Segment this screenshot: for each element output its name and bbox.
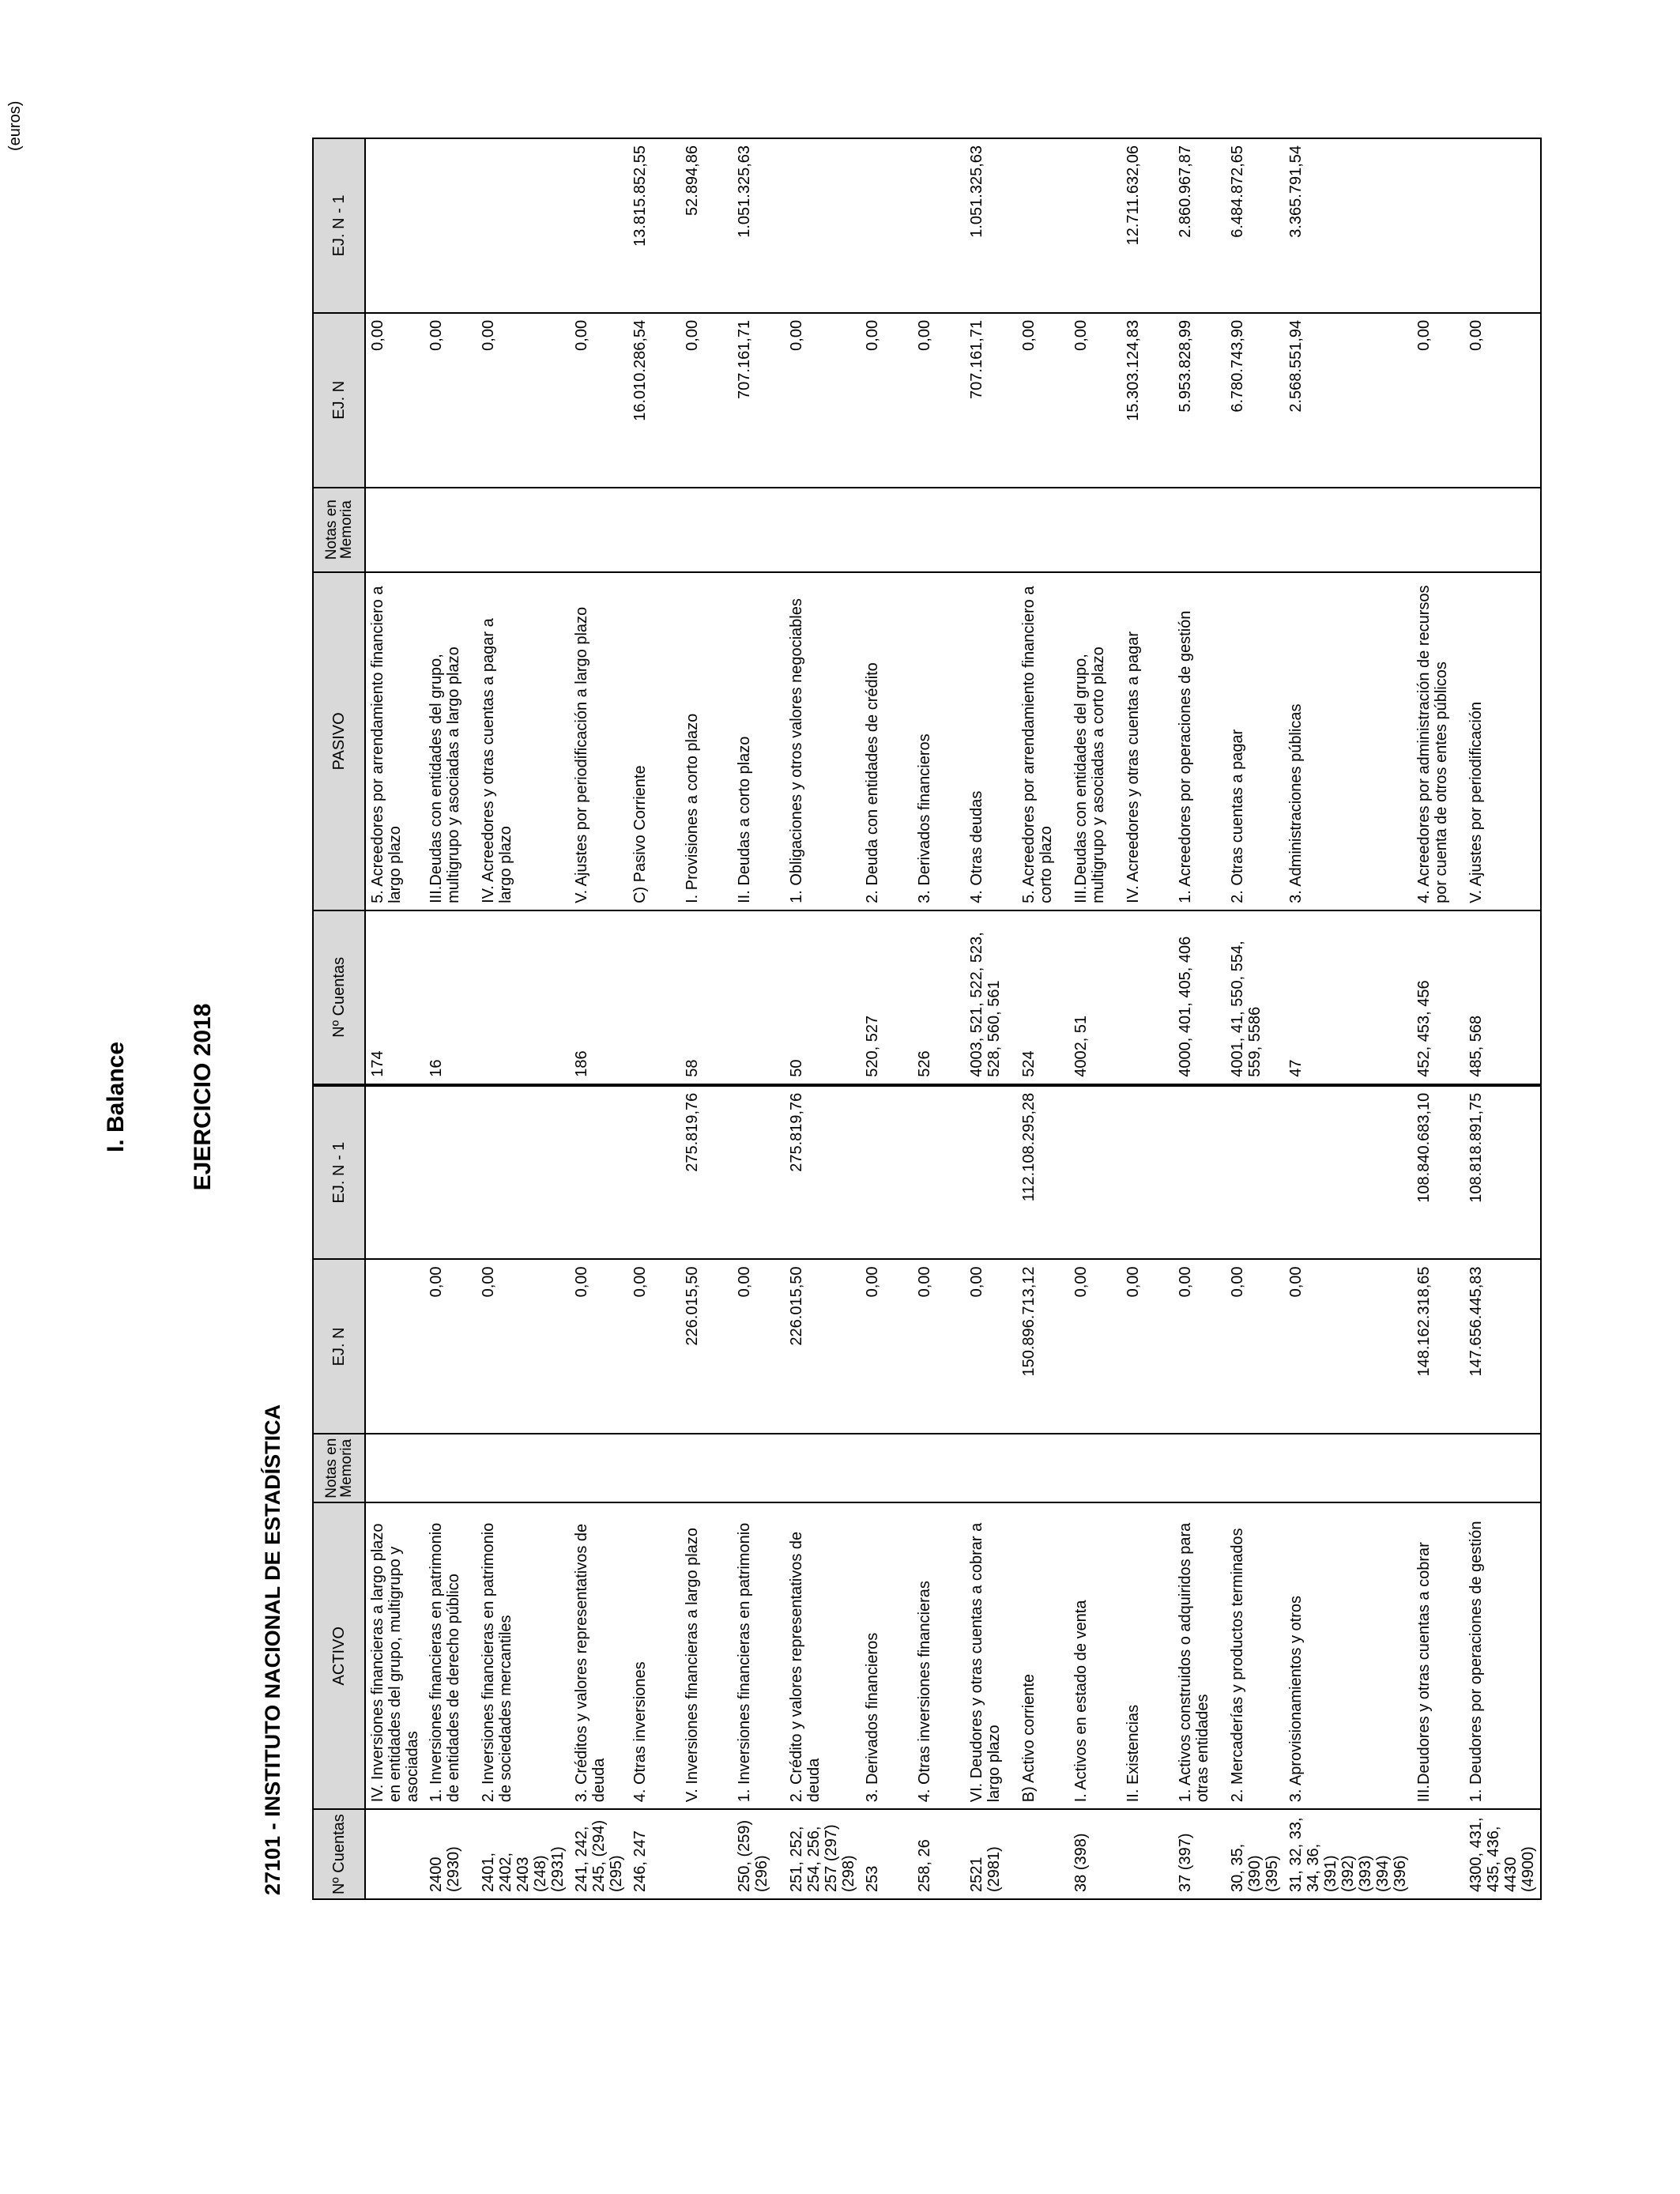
asset-accounts: 2400 (2930) <box>424 1809 477 1899</box>
header-notes: Notas en Memoria <box>313 1434 365 1502</box>
liability-label: 2. Deuda con entidades de crédito <box>861 572 913 910</box>
asset-year-n: 147.656.445,83 <box>1464 1259 1541 1434</box>
liability-notes <box>1173 488 1226 572</box>
asset-year-n: 148.162.318,65 <box>1412 1259 1464 1434</box>
asset-notes <box>1017 1434 1069 1502</box>
liability-year-n: 0,00 <box>861 313 913 488</box>
liability-label: 1. Acreedores por operaciones de gestión <box>1173 572 1226 910</box>
asset-label: 3. Créditos y valores representativos de deuda <box>570 1502 628 1809</box>
asset-label: 1. Deudores por operaciones de gestión <box>1464 1502 1541 1809</box>
asset-year-n: 0,00 <box>965 1259 1017 1434</box>
table-row <box>680 138 733 1899</box>
asset-accounts: 30, 35, (390) (395) <box>1226 1809 1284 1899</box>
table-row <box>424 138 477 1899</box>
liability-year-n1 <box>365 138 424 313</box>
liability-notes <box>424 488 477 572</box>
header-year-n1-liability: EJ. N - 1 <box>313 138 365 313</box>
asset-year-n: 226.015,50 <box>680 1259 733 1434</box>
liability-accounts: 186 <box>570 910 628 1085</box>
header-year-n: EJ. N <box>313 1259 365 1434</box>
asset-accounts: 4300, 431, 435, 436, 4430 (4900) <box>1464 1809 1541 1899</box>
asset-year-n1 <box>570 1085 628 1260</box>
asset-accounts: 251, 252, 254, 256, 257 (297) (298) <box>785 1809 861 1899</box>
table-row <box>1464 138 1541 1899</box>
liability-year-n: 707.161,71 <box>965 313 1017 488</box>
asset-label: IV. Inversiones financieras a largo plazo en entidades del grupo, multigrupo y asociadas <box>365 1502 424 1809</box>
asset-notes <box>424 1434 477 1502</box>
asset-accounts: 2521 (2981) <box>965 1809 1017 1899</box>
liability-accounts <box>733 910 785 1085</box>
header-year-n1: EJ. N - 1 <box>313 1085 365 1260</box>
liability-notes <box>733 488 785 572</box>
liability-accounts: 520, 527 <box>861 910 913 1085</box>
liability-label: IV. Acreedores y otras cuentas a pagar <box>1121 572 1173 910</box>
asset-accounts: 258, 26 <box>913 1809 965 1899</box>
table-row <box>913 138 965 1899</box>
asset-notes <box>913 1434 965 1502</box>
asset-year-n: 0,00 <box>424 1259 477 1434</box>
asset-notes <box>365 1434 424 1502</box>
liability-year-n1 <box>424 138 477 313</box>
liability-year-n: 0,00 <box>913 313 965 488</box>
asset-year-n1 <box>365 1085 424 1260</box>
asset-year-n1 <box>628 1085 680 1260</box>
liability-year-n: 2.568.551,94 <box>1284 313 1412 488</box>
asset-year-n <box>365 1259 424 1434</box>
asset-notes <box>1284 1434 1412 1502</box>
liability-year-n1 <box>1464 138 1541 313</box>
organization-title: 27101 - INSTITUTO NACIONAL DE ESTADÍSTICA <box>261 1404 284 1895</box>
asset-label: 1. Inversiones financieras en patrimonio <box>733 1502 785 1809</box>
currency-label: (euros) <box>6 100 24 151</box>
asset-accounts <box>1121 1809 1173 1899</box>
asset-notes <box>785 1434 861 1502</box>
liability-accounts: 524 <box>1017 910 1069 1085</box>
asset-accounts <box>1017 1809 1069 1899</box>
asset-year-n1 <box>1069 1085 1121 1260</box>
liability-year-n: 0,00 <box>1017 313 1069 488</box>
asset-year-n: 0,00 <box>1284 1259 1412 1434</box>
liability-year-n1: 52.894,86 <box>680 138 733 313</box>
table-row <box>1069 138 1121 1899</box>
header-asset: ACTIVO <box>313 1502 365 1809</box>
header-liability: PASIVO <box>313 572 365 910</box>
liability-year-n1 <box>913 138 965 313</box>
liability-notes <box>861 488 913 572</box>
asset-year-n: 0,00 <box>1069 1259 1121 1434</box>
liability-accounts: 526 <box>913 910 965 1085</box>
liability-accounts: 4000, 401, 405, 406 <box>1173 910 1226 1085</box>
asset-label: 2. Crédito y valores representativos de deuda <box>785 1502 861 1809</box>
table-row <box>1173 138 1226 1899</box>
asset-accounts: 38 (398) <box>1069 1809 1121 1899</box>
liability-label: 5. Acreedores por arrendamiento financiero a largo plazo <box>365 572 424 910</box>
table-row <box>1121 138 1173 1899</box>
asset-notes <box>680 1434 733 1502</box>
asset-notes <box>1069 1434 1121 1502</box>
table-row <box>1412 138 1464 1899</box>
table-row <box>570 138 628 1899</box>
liability-accounts <box>477 910 570 1085</box>
asset-label: B) Activo corriente <box>1017 1502 1069 1809</box>
liability-year-n: 0,00 <box>1412 313 1464 488</box>
liability-notes <box>785 488 861 572</box>
liability-year-n: 0,00 <box>365 313 424 488</box>
balance-table <box>312 138 1542 1900</box>
liability-year-n1 <box>477 138 570 313</box>
asset-year-n: 0,00 <box>570 1259 628 1434</box>
asset-year-n: 0,00 <box>628 1259 680 1434</box>
liability-label: 5. Acreedores por arrendamiento financiero a corto plazo <box>1017 572 1069 910</box>
asset-accounts: 37 (397) <box>1173 1809 1226 1899</box>
liability-label: IV. Acreedores y otras cuentas a pagar a largo plazo <box>477 572 570 910</box>
asset-label: 3. Derivados financieros <box>861 1502 913 1809</box>
asset-notes <box>1412 1434 1464 1502</box>
table-row <box>1226 138 1284 1899</box>
liability-year-n: 16.010.286,54 <box>628 313 680 488</box>
liability-notes <box>628 488 680 572</box>
liability-label: 3. Administraciones públicas <box>1284 572 1412 910</box>
asset-year-n1 <box>1121 1085 1173 1260</box>
liability-label: III.Deudas con entidades del grupo, multigrupo y asociadas a largo plazo <box>424 572 477 910</box>
liability-notes <box>477 488 570 572</box>
liability-year-n1 <box>570 138 628 313</box>
liability-label: 4. Otras deudas <box>965 572 1017 910</box>
liability-year-n: 0,00 <box>570 313 628 488</box>
liability-year-n: 0,00 <box>680 313 733 488</box>
asset-year-n1 <box>733 1085 785 1260</box>
liability-year-n1: 6.484.872,65 <box>1226 138 1284 313</box>
asset-label: 3. Aprovisionamientos y otros <box>1284 1502 1412 1809</box>
asset-notes <box>1173 1434 1226 1502</box>
asset-notes <box>1464 1434 1541 1502</box>
asset-year-n1: 275.819,76 <box>785 1085 861 1260</box>
table-row <box>733 138 785 1899</box>
asset-year-n: 0,00 <box>733 1259 785 1434</box>
liability-notes <box>1069 488 1121 572</box>
asset-year-n1 <box>913 1085 965 1260</box>
asset-notes <box>965 1434 1017 1502</box>
asset-accounts: 241, 242, 245, (294) (295) <box>570 1809 628 1899</box>
asset-year-n: 0,00 <box>1173 1259 1226 1434</box>
asset-label: 1. Inversiones financieras en patrimonio de entidades de derecho público <box>424 1502 477 1809</box>
asset-year-n: 0,00 <box>1226 1259 1284 1434</box>
liability-label: 4. Acreedores por administración de recursos por cuenta de otros entes públicos <box>1412 572 1464 910</box>
table-row <box>1284 138 1412 1899</box>
asset-year-n: 0,00 <box>1121 1259 1173 1434</box>
header-accounts: Nº Cuentas <box>313 1809 365 1899</box>
liability-year-n: 0,00 <box>1464 313 1541 488</box>
asset-accounts: 2401, 2402, 2403 (248) (2931) <box>477 1809 570 1899</box>
asset-label: II. Existencias <box>1121 1502 1173 1809</box>
liability-year-n1 <box>1412 138 1464 313</box>
liability-year-n1 <box>785 138 861 313</box>
asset-notes <box>1121 1434 1173 1502</box>
liability-year-n1: 3.365.791,54 <box>1284 138 1412 313</box>
liability-label: III.Deudas con entidades del grupo, multigrupo y asociadas a corto plazo <box>1069 572 1121 910</box>
asset-accounts <box>365 1809 424 1899</box>
asset-accounts: 31, 32, 33, 34, 36, (391) (392) (393) (394) (396) <box>1284 1809 1412 1899</box>
liability-label: II. Deudas a corto plazo <box>733 572 785 910</box>
table-row <box>861 138 913 1899</box>
table-row <box>1017 138 1069 1899</box>
asset-label: I. Activos en estado de venta <box>1069 1502 1121 1809</box>
table-row <box>628 138 680 1899</box>
table-row <box>365 138 424 1899</box>
liability-notes <box>913 488 965 572</box>
liability-year-n: 707.161,71 <box>733 313 785 488</box>
asset-label: 2. Mercaderías y productos terminados <box>1226 1502 1284 1809</box>
header-accounts-liability: Nº Cuentas <box>313 910 365 1085</box>
liability-accounts: 50 <box>785 910 861 1085</box>
liability-year-n1 <box>1069 138 1121 313</box>
asset-year-n1: 112.108.295,28 <box>1017 1085 1069 1260</box>
asset-notes <box>477 1434 570 1502</box>
asset-year-n1 <box>1173 1085 1226 1260</box>
liability-label: 3. Derivados financieros <box>913 572 965 910</box>
asset-notes <box>733 1434 785 1502</box>
asset-notes <box>861 1434 913 1502</box>
asset-label: 4. Otras inversiones <box>628 1502 680 1809</box>
report-title: I. Balance <box>103 1041 129 1153</box>
table-row <box>965 138 1017 1899</box>
asset-accounts <box>1412 1809 1464 1899</box>
asset-accounts: 253 <box>861 1809 913 1899</box>
liability-year-n: 0,00 <box>1069 313 1121 488</box>
liability-year-n: 0,00 <box>785 313 861 488</box>
liability-label: C) Pasivo Corriente <box>628 572 680 910</box>
asset-year-n1 <box>965 1085 1017 1260</box>
asset-notes <box>628 1434 680 1502</box>
liability-year-n1: 2.860.967,87 <box>1173 138 1226 313</box>
report-subtitle: EJERCICIO 2018 <box>190 1003 216 1191</box>
liability-notes <box>1464 488 1541 572</box>
liability-notes <box>570 488 628 572</box>
table-row <box>477 138 570 1899</box>
asset-year-n: 0,00 <box>477 1259 570 1434</box>
liability-year-n1: 1.051.325,63 <box>733 138 785 313</box>
asset-year-n1 <box>1226 1085 1284 1260</box>
liability-year-n: 5.953.828,99 <box>1173 313 1226 488</box>
asset-year-n1: 275.819,76 <box>680 1085 733 1260</box>
liability-year-n: 6.780.743,90 <box>1226 313 1284 488</box>
liability-accounts <box>628 910 680 1085</box>
asset-label: 2. Inversiones financieras en patrimonio de sociedades mercantiles <box>477 1502 570 1809</box>
liability-accounts: 174 <box>365 910 424 1085</box>
asset-label: 4. Otras inversiones financieras <box>913 1502 965 1809</box>
asset-year-n1 <box>1284 1085 1412 1260</box>
liability-notes <box>1412 488 1464 572</box>
liability-notes <box>1284 488 1412 572</box>
liability-notes <box>1121 488 1173 572</box>
asset-year-n1 <box>861 1085 913 1260</box>
liability-accounts <box>1121 910 1173 1085</box>
asset-label: V. Inversiones financieras a largo plazo <box>680 1502 733 1809</box>
liability-accounts: 4003, 521, 522, 523, 528, 560, 561 <box>965 910 1017 1085</box>
liability-year-n1: 13.815.852,55 <box>628 138 680 313</box>
liability-accounts: 47 <box>1284 910 1412 1085</box>
liability-notes <box>365 488 424 572</box>
asset-accounts: 246, 247 <box>628 1809 680 1899</box>
table-body <box>365 138 1541 1899</box>
header-year-n-liability: EJ. N <box>313 313 365 488</box>
liability-notes <box>1226 488 1284 572</box>
asset-label: VI. Deudores y otras cuentas a cobrar a largo plazo <box>965 1502 1017 1809</box>
asset-year-n: 226.015,50 <box>785 1259 861 1434</box>
asset-notes <box>1226 1434 1284 1502</box>
liability-notes <box>965 488 1017 572</box>
asset-year-n1 <box>424 1085 477 1260</box>
asset-year-n1: 108.818.891,75 <box>1464 1085 1541 1260</box>
asset-year-n1: 108.840.683,10 <box>1412 1085 1464 1260</box>
liability-year-n1 <box>1017 138 1069 313</box>
liability-year-n1: 1.051.325,63 <box>965 138 1017 313</box>
liability-year-n1 <box>861 138 913 313</box>
liability-accounts: 58 <box>680 910 733 1085</box>
liability-accounts: 452, 453, 456 <box>1412 910 1464 1085</box>
asset-label: III.Deudores y otras cuentas a cobrar <box>1412 1502 1464 1809</box>
liability-label: 2. Otras cuentas a pagar <box>1226 572 1284 910</box>
asset-label: 1. Activos construidos o adquiridos para otras entidades <box>1173 1502 1226 1809</box>
liability-year-n: 0,00 <box>477 313 570 488</box>
liability-accounts: 16 <box>424 910 477 1085</box>
liability-accounts: 4001, 41, 550, 554, 559, 5586 <box>1226 910 1284 1085</box>
liability-notes <box>680 488 733 572</box>
asset-accounts <box>680 1809 733 1899</box>
asset-year-n1 <box>477 1085 570 1260</box>
liability-label: 1. Obligaciones y otros valores negociables <box>785 572 861 910</box>
liability-label: V. Ajustes por periodificación a largo plazo <box>570 572 628 910</box>
liability-notes <box>1017 488 1069 572</box>
asset-notes <box>570 1434 628 1502</box>
asset-year-n: 150.896.713,12 <box>1017 1259 1069 1434</box>
liability-year-n1: 12.711.632,06 <box>1121 138 1173 313</box>
header-notes-liability: Notas en Memoria <box>313 488 365 572</box>
liability-year-n: 15.303.124,83 <box>1121 313 1173 488</box>
asset-accounts: 250, (259) (296) <box>733 1809 785 1899</box>
liability-label: V. Ajustes por periodificación <box>1464 572 1541 910</box>
asset-year-n: 0,00 <box>913 1259 965 1434</box>
table-header-row <box>313 138 365 1899</box>
liability-accounts: 4002, 51 <box>1069 910 1121 1085</box>
table-row <box>785 138 861 1899</box>
liability-year-n: 0,00 <box>424 313 477 488</box>
liability-label: I. Provisiones a corto plazo <box>680 572 733 910</box>
liability-accounts: 485, 568 <box>1464 910 1541 1085</box>
asset-year-n: 0,00 <box>861 1259 913 1434</box>
